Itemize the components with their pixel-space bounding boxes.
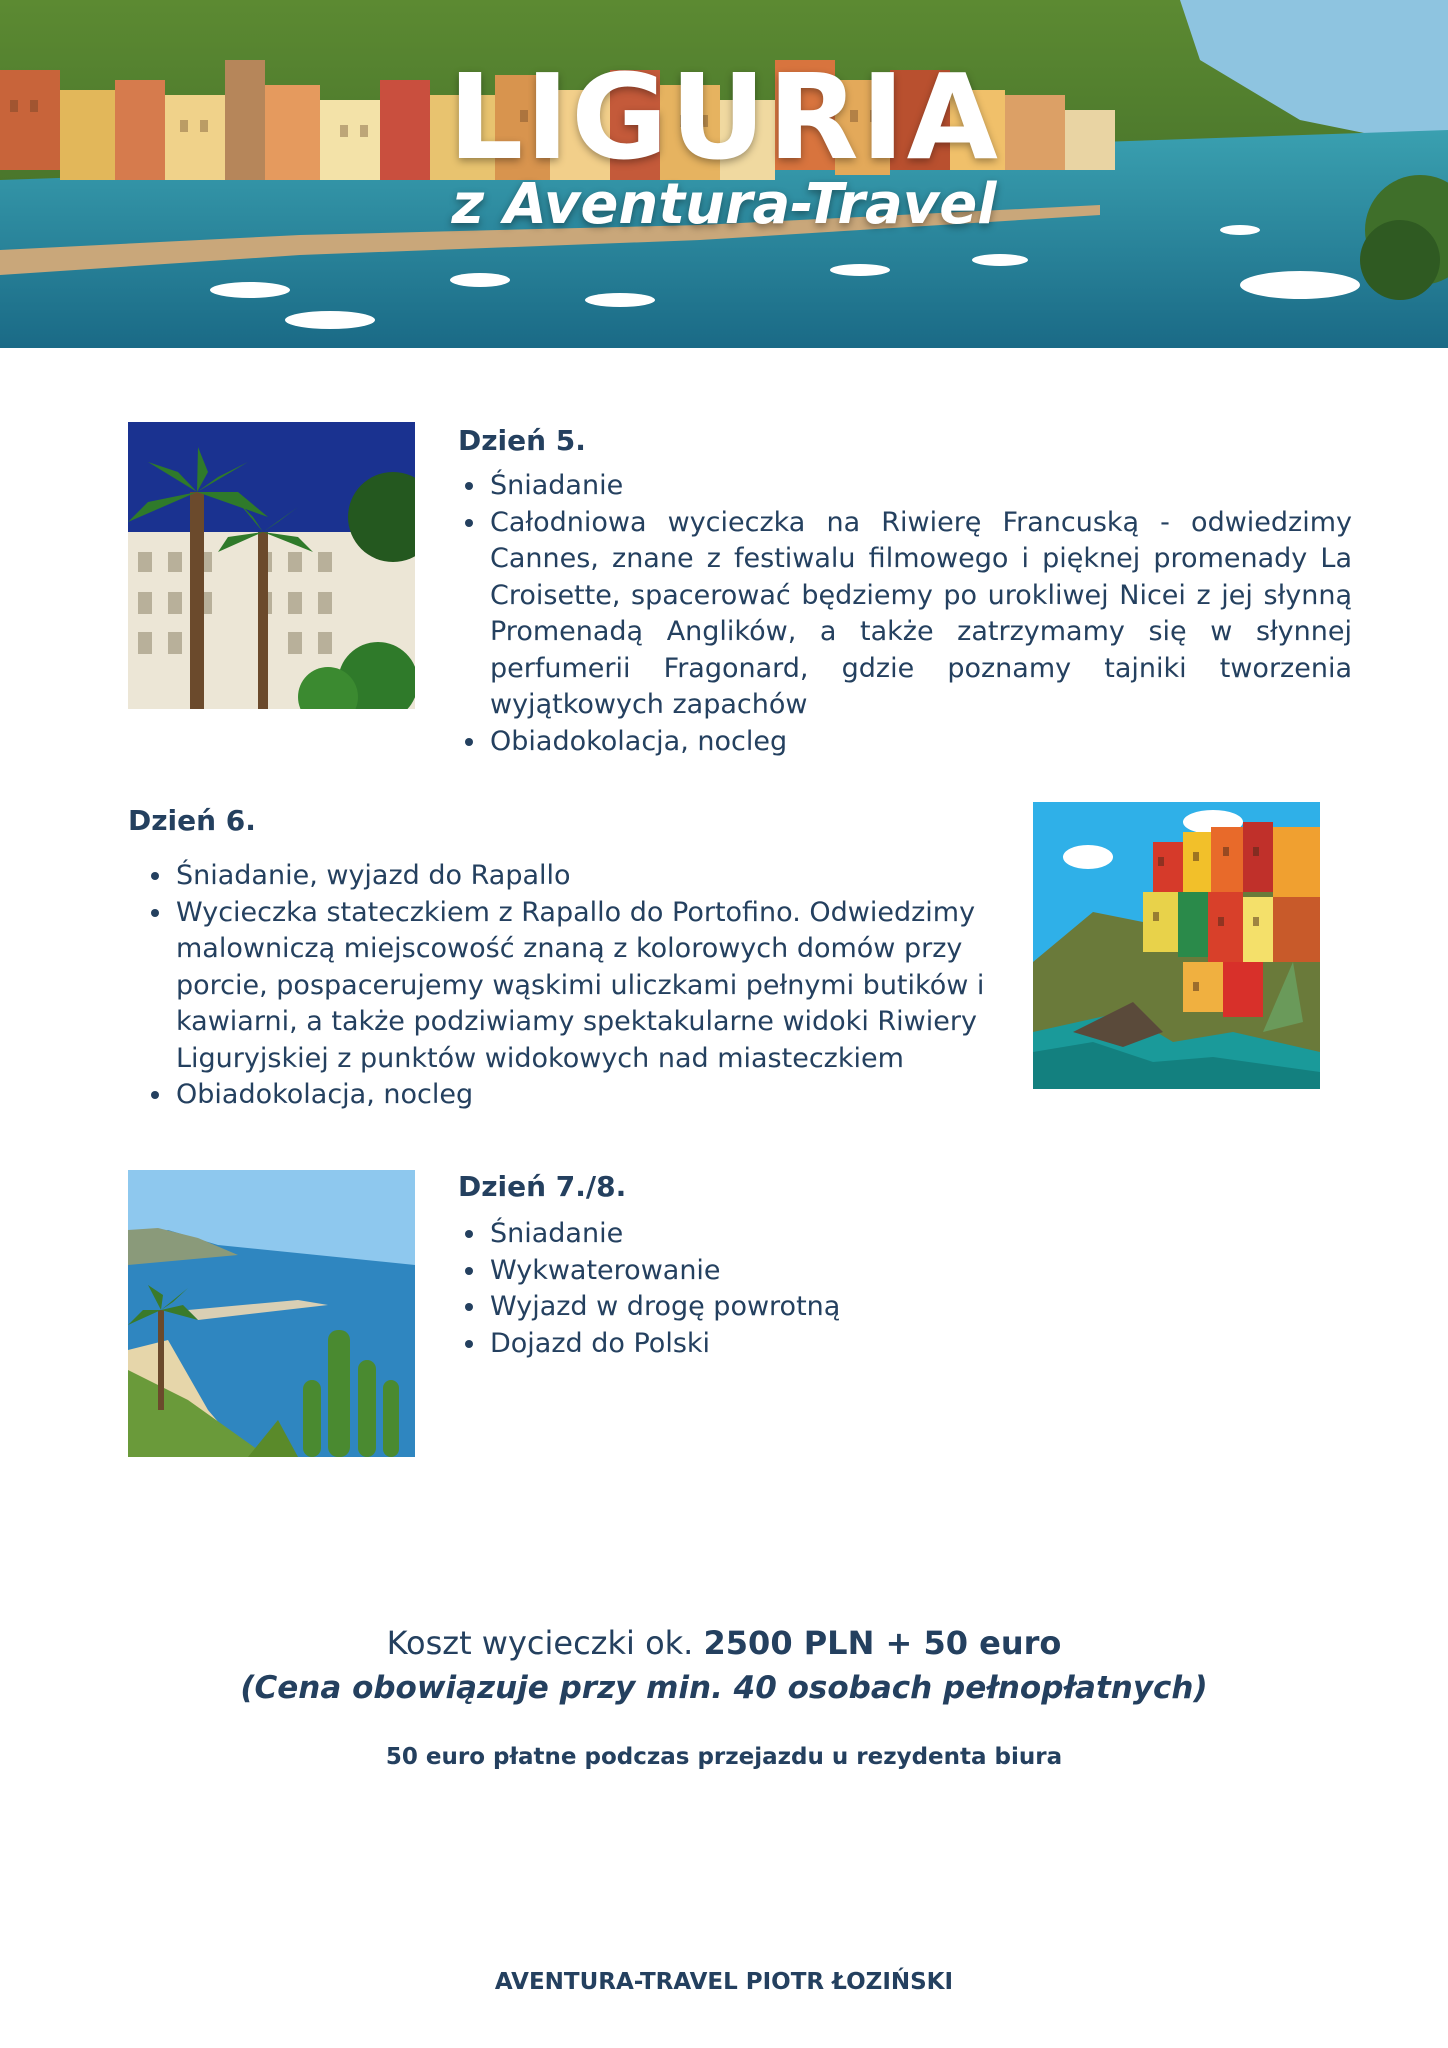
price-amount: 2500 PLN + 50 euro (703, 1624, 1062, 1662)
footer-company: AVENTURA-TRAVEL PIOTR ŁOZIŃSKI (494, 1969, 954, 1995)
list-item: • Obiadokolacja, nocleg (488, 724, 1352, 761)
list-item: • Śniadanie (488, 1216, 1352, 1253)
list-item: • Całodniowa wycieczka na Riwierę Francuską - odwiedzimy Cannes, znane z festiwalu filmowego i pięknej promenady La Croisette, spacerować będziemy po urokliwej Nicei z jej słynną Promenadą Anglików, a także zatrzymamy się w słynnej perfumerii Fragonard, gdzie poznamy tajniki tworzenia wyjątkowych zapachów (488, 505, 1352, 724)
price-prefix: Koszt wycieczki ok. (386, 1624, 704, 1662)
price-note: (Cena obowiązuje przy min. 40 osobach pełnopłatnych) (240, 1670, 1208, 1706)
list-item: • Wycieczka stateczkiem z Rapallo do Portofino. Odwiedzimy malowniczą miejscowość znaną z kolorowych domów przy porcie, pospacerujemy wąskimi uliczkami pełnymi butików i kawiarni, a także podziwiamy spektakularne widoki Riwiery Liguryjskiej z punktów widokowych nad miasteczkiem (174, 895, 1044, 1078)
price-extra-info: 50 euro płatne podczas przejazdu u rezydenta biura (385, 1744, 1063, 1770)
list-item: • Dojazd do Polski (488, 1326, 1352, 1363)
day-5-title: Dzień 5. (458, 424, 586, 457)
riviera-coast-photo (128, 1170, 415, 1457)
list-item: • Wyjazd w drogę powrotną (488, 1289, 1352, 1326)
page-subtitle: z Aventura-Travel (451, 172, 997, 237)
page-title: LIGURIA (448, 48, 1000, 186)
day-6-title: Dzień 6. (128, 804, 256, 837)
list-item: • Śniadanie (488, 468, 1352, 505)
price-line (0, 1624, 1448, 1662)
list-item: • Śniadanie, wyjazd do Rapallo (174, 858, 1044, 895)
day-7-8-title: Dzień 7./8. (458, 1170, 627, 1203)
list-item: • Wykwaterowanie (488, 1253, 1352, 1290)
cinque-terre-village-photo (1033, 802, 1320, 1089)
day-6-list (142, 858, 1044, 1114)
header-banner (0, 0, 1448, 348)
cannes-palm-hotel-photo (128, 422, 415, 709)
day-7-8-list (456, 1216, 1352, 1362)
list-item: • Obiadokolacja, nocleg (174, 1077, 1044, 1114)
day-5-list (456, 468, 1352, 760)
